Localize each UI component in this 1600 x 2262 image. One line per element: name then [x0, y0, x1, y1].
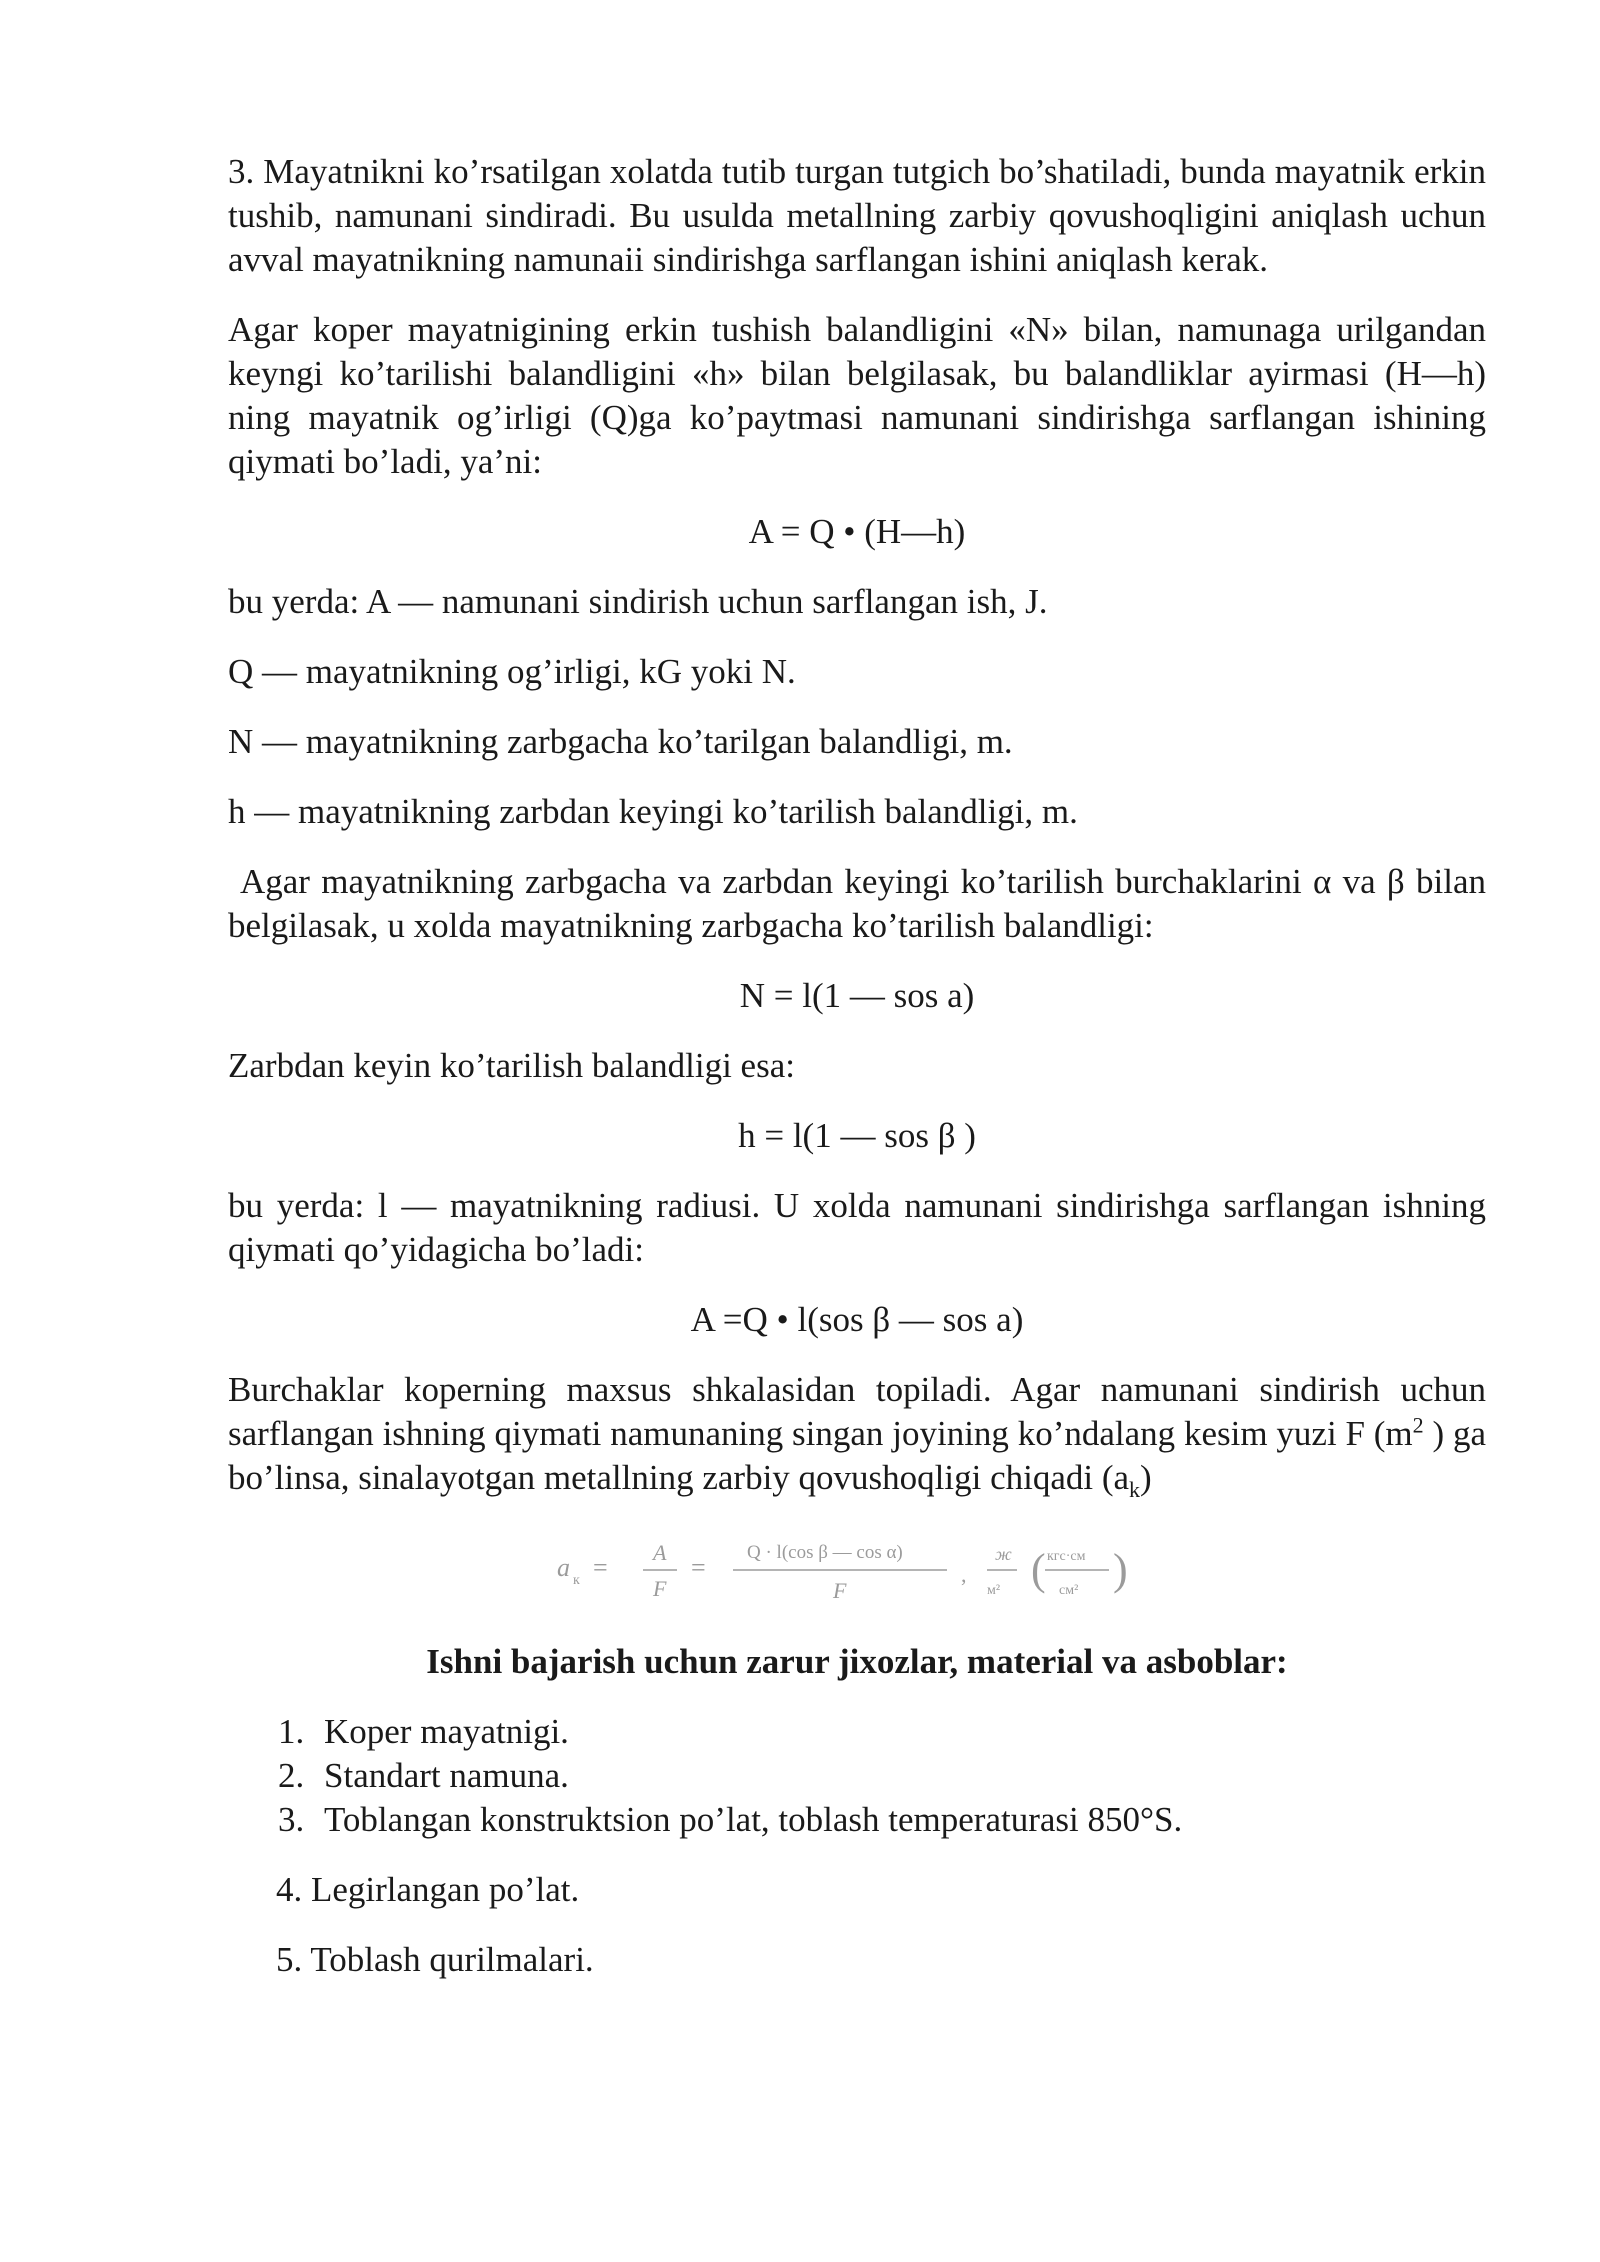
toughness-formula-image: [228, 1526, 1486, 1616]
list-item: [228, 1798, 1486, 1842]
definition-Q: Q — mayatnikning og’irligi, kG yoki N.: [228, 652, 796, 691]
list-item: [228, 1710, 1486, 1754]
paragraph-angles: Agar mayatnikning zarbgacha va zarbdan keyingi ko’tarilish burchaklarini α va β bilan belgilasak, u xolda mayatnikning zarbgacha ko’tarilish balandligi:: [228, 862, 1486, 945]
list-item-4: 4. Legirlangan po’lat.: [276, 1870, 580, 1909]
document-page: [228, 150, 1486, 2008]
paragraph-radius: bu yerda: l — mayatnikning radiusi. U xolda namunani sindirishga sarflangan ishning qiymati qo’yidagicha bo’ladi:: [228, 1186, 1486, 1269]
list-item: [228, 1754, 1486, 1798]
definition-A: bu yerda: A — namunani sindirish uchun sarflangan ish, J.: [228, 582, 1048, 621]
paragraph-height-after-intro: Zarbdan keyin ko’tarilish balandligi esa:: [228, 1046, 795, 1085]
superscript-2: 2: [1412, 1412, 1424, 1438]
paragraph-work-definition: Agar koper mayatnigining erkin tushish balandligini «N» bilan, namunaga urilgandan keyngi ko’tarilishi balandligini «h» bilan belgilasak, bu balandliklar ayirmasi (H—h) ning mayatnik og’irligi (Q)ga ko’paytmasi namunani sindirishga sarflangan ishining qiymati bo’ladi, ya’ni:: [228, 310, 1486, 481]
toughness-formula-svg: [547, 1526, 1167, 1616]
paragraph-toughness: [228, 1368, 1486, 1500]
formula-eq1: =: [593, 1553, 608, 1582]
list-item-number: 1.: [278, 1712, 305, 1751]
paren-right: ): [1113, 1545, 1128, 1594]
formula-f2-num: Q · l(cos β — cos α): [747, 1542, 903, 1563]
list-item-text: Standart namuna.: [324, 1756, 569, 1795]
toughness-text-b: ) ga bo’linsa, sinalayotgan metallning zarbiy qovushoqligi chiqadi (a: [228, 1414, 1486, 1497]
unit2-num: кгс·см: [1047, 1549, 1086, 1564]
section-heading: Ishni bajarish uchun zarur jixozlar, material va asboblar:: [426, 1642, 1288, 1681]
paren-left: (: [1031, 1545, 1046, 1594]
list-item-5: 5. Toblash qurilmalari.: [276, 1940, 594, 1979]
list-item-text: Koper mayatnigi.: [324, 1712, 569, 1751]
unit2-den: см²: [1059, 1583, 1079, 1598]
list-item-number: 3.: [278, 1800, 305, 1839]
formula-height-before: N = l(1 — sos a): [739, 976, 975, 1015]
tools-list: [228, 1710, 1486, 1842]
toughness-text-a: Burchaklar koperning maxsus shkalasidan topiladi. Agar namunani sindirish uchun sarflangan ishning qiymati namunaning singan joyining ko’ndalang kesim yuzi F (m: [228, 1370, 1486, 1453]
definition-N: N — mayatnikning zarbgacha ko’tarilgan balandligi, m.: [228, 722, 1013, 761]
formula-lhs: a: [557, 1553, 570, 1582]
toughness-text-c: ): [1140, 1458, 1152, 1497]
subscript-k: k: [1129, 1477, 1141, 1502]
formula-work-angles: A =Q • l(sos β — sos a): [690, 1300, 1024, 1339]
list-item-text: Toblangan konstruktsion po’lat, toblash temperaturasi 850°S.: [324, 1800, 1183, 1839]
formula-eq2: =: [691, 1553, 706, 1582]
formula-comma: ,: [961, 1562, 967, 1587]
formula-lhs-sub: к: [573, 1573, 580, 1588]
unit1-den: м²: [987, 1583, 1001, 1598]
formula-f1-num: A: [653, 1540, 667, 1565]
paragraph-step3: 3. Mayatnikni ko’rsatilgan xolatda tutib turgan tutgich bo’shatiladi, bunda mayatnik erkin tushib, namunani sindiradi. Bu usulda metallning zarbiy qovushoqligini aniqlash uchun avval mayatnikning namunaii sindirishga sarflangan ishini aniqlash kerak.: [228, 152, 1486, 279]
formula-height-after: h = l(1 — sos β ): [738, 1116, 976, 1155]
definition-h: h — mayatnikning zarbdan keyingi ko’tarilish balandligi, m.: [228, 792, 1078, 831]
formula-f1-den: F: [653, 1576, 667, 1601]
unit1-num: ж: [995, 1544, 1012, 1564]
list-item-number: 2.: [278, 1756, 305, 1795]
formula-work: A = Q • (H—h): [748, 512, 966, 551]
formula-f2-den: F: [833, 1578, 847, 1603]
